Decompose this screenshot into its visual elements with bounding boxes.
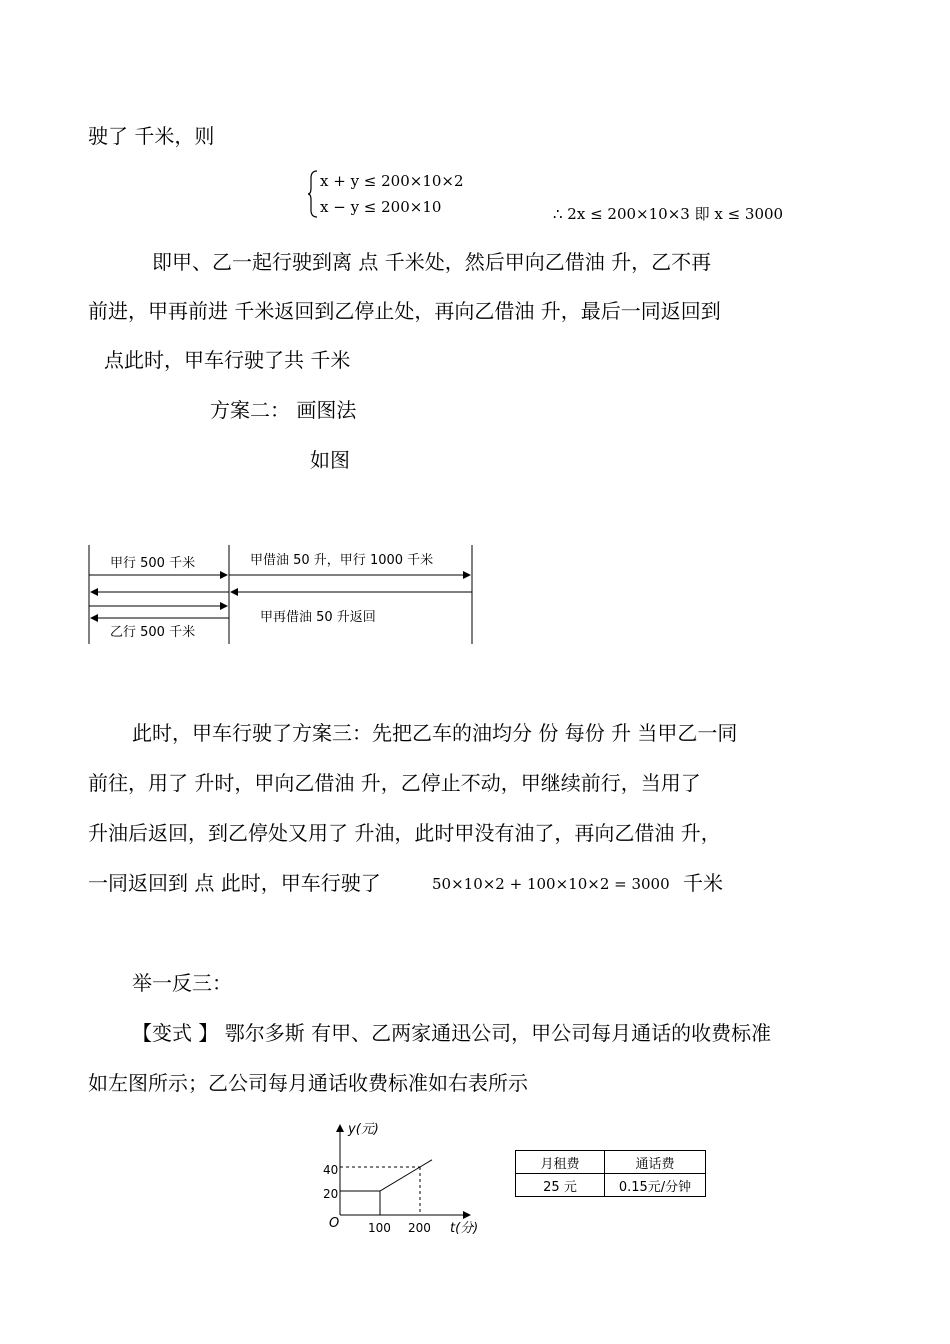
table-header-call: 通话费 [605,1151,706,1174]
as-figure-label: 如图 [310,448,350,472]
variant-line-1: 【变式 】 鄂尔多斯 有甲、乙两家通迅公司，甲公司每月通话的收费标准 [132,1021,772,1045]
inequality-2: x − y ≤ 200×10 [320,198,442,216]
table-cell-rent: 25 元 [516,1174,605,1197]
table-header-rent: 月租费 [516,1151,605,1174]
variant-line-2: 如左图所示；乙公司每月通话收费标准如右表所示 [88,1071,528,1095]
series-line [340,1160,432,1191]
therefore-line: ∴ 2x ≤ 200×10×3 即 x ≤ 3000 [553,205,784,223]
x-tick-200: 200 [408,1221,431,1235]
fee-table [515,1150,706,1197]
diagram-label-yi-500: 乙行 500 千米 [110,625,196,640]
para2-line-4: 一同返回到 点 此时，甲车行驶了 [88,871,381,895]
fee-graph [320,1115,500,1245]
brace-icon [307,170,319,218]
diagram-label-jia-500: 甲行 500 千米 [110,556,196,571]
para2-unit: 千米 [683,871,723,895]
section-heading: 举一反三： [132,971,232,995]
para2-line-3: 升油后返回，到乙停处又用了 升油，此时甲没有油了，再向乙借油 升， [88,821,721,845]
y-tick-20: 20 [323,1187,339,1201]
y-tick-40: 40 [323,1163,339,1177]
diagram-label-return: 甲再借油 50 升返回 [260,610,376,625]
para1-line-3: 点此时，甲车行驶了共 千米 [104,348,351,372]
text-line-1: 驶了 千米，则 [88,124,215,148]
para1-line-1: 即甲、乙一起行驶到离 点 千米处，然后甲向乙借油 升，乙不再 [152,250,712,274]
para2-line-1: 此时，甲车行驶了方案三：先把乙车的油均分 份 每份 升 当甲乙一同 [132,721,738,745]
para2-line-2: 前往，用了 升时，甲向乙借油 升，乙停止不动，甲继续前行，当用了 [88,771,701,795]
x-axis-label: t(分) [450,1221,479,1236]
y-axis-label: y(元) [348,1122,379,1137]
diagram-label-jia-1000: 甲借油 50 升，甲行 1000 千米 [250,553,434,568]
table-cell-call: 0.15元/分钟 [605,1174,706,1197]
para1-line-2: 前进，甲再前进 千米返回到乙停止处，再向乙借油 升，最后一同返回到 [88,299,721,323]
inequality-1: x + y ≤ 200×10×2 [320,172,464,190]
x-tick-100: 100 [368,1221,391,1235]
para2-formula: 50×10×2 + 100×10×2 = 3000 [432,875,670,893]
plan2-heading: 方案二： 画图法 [210,398,357,422]
origin-label: O [329,1216,340,1231]
